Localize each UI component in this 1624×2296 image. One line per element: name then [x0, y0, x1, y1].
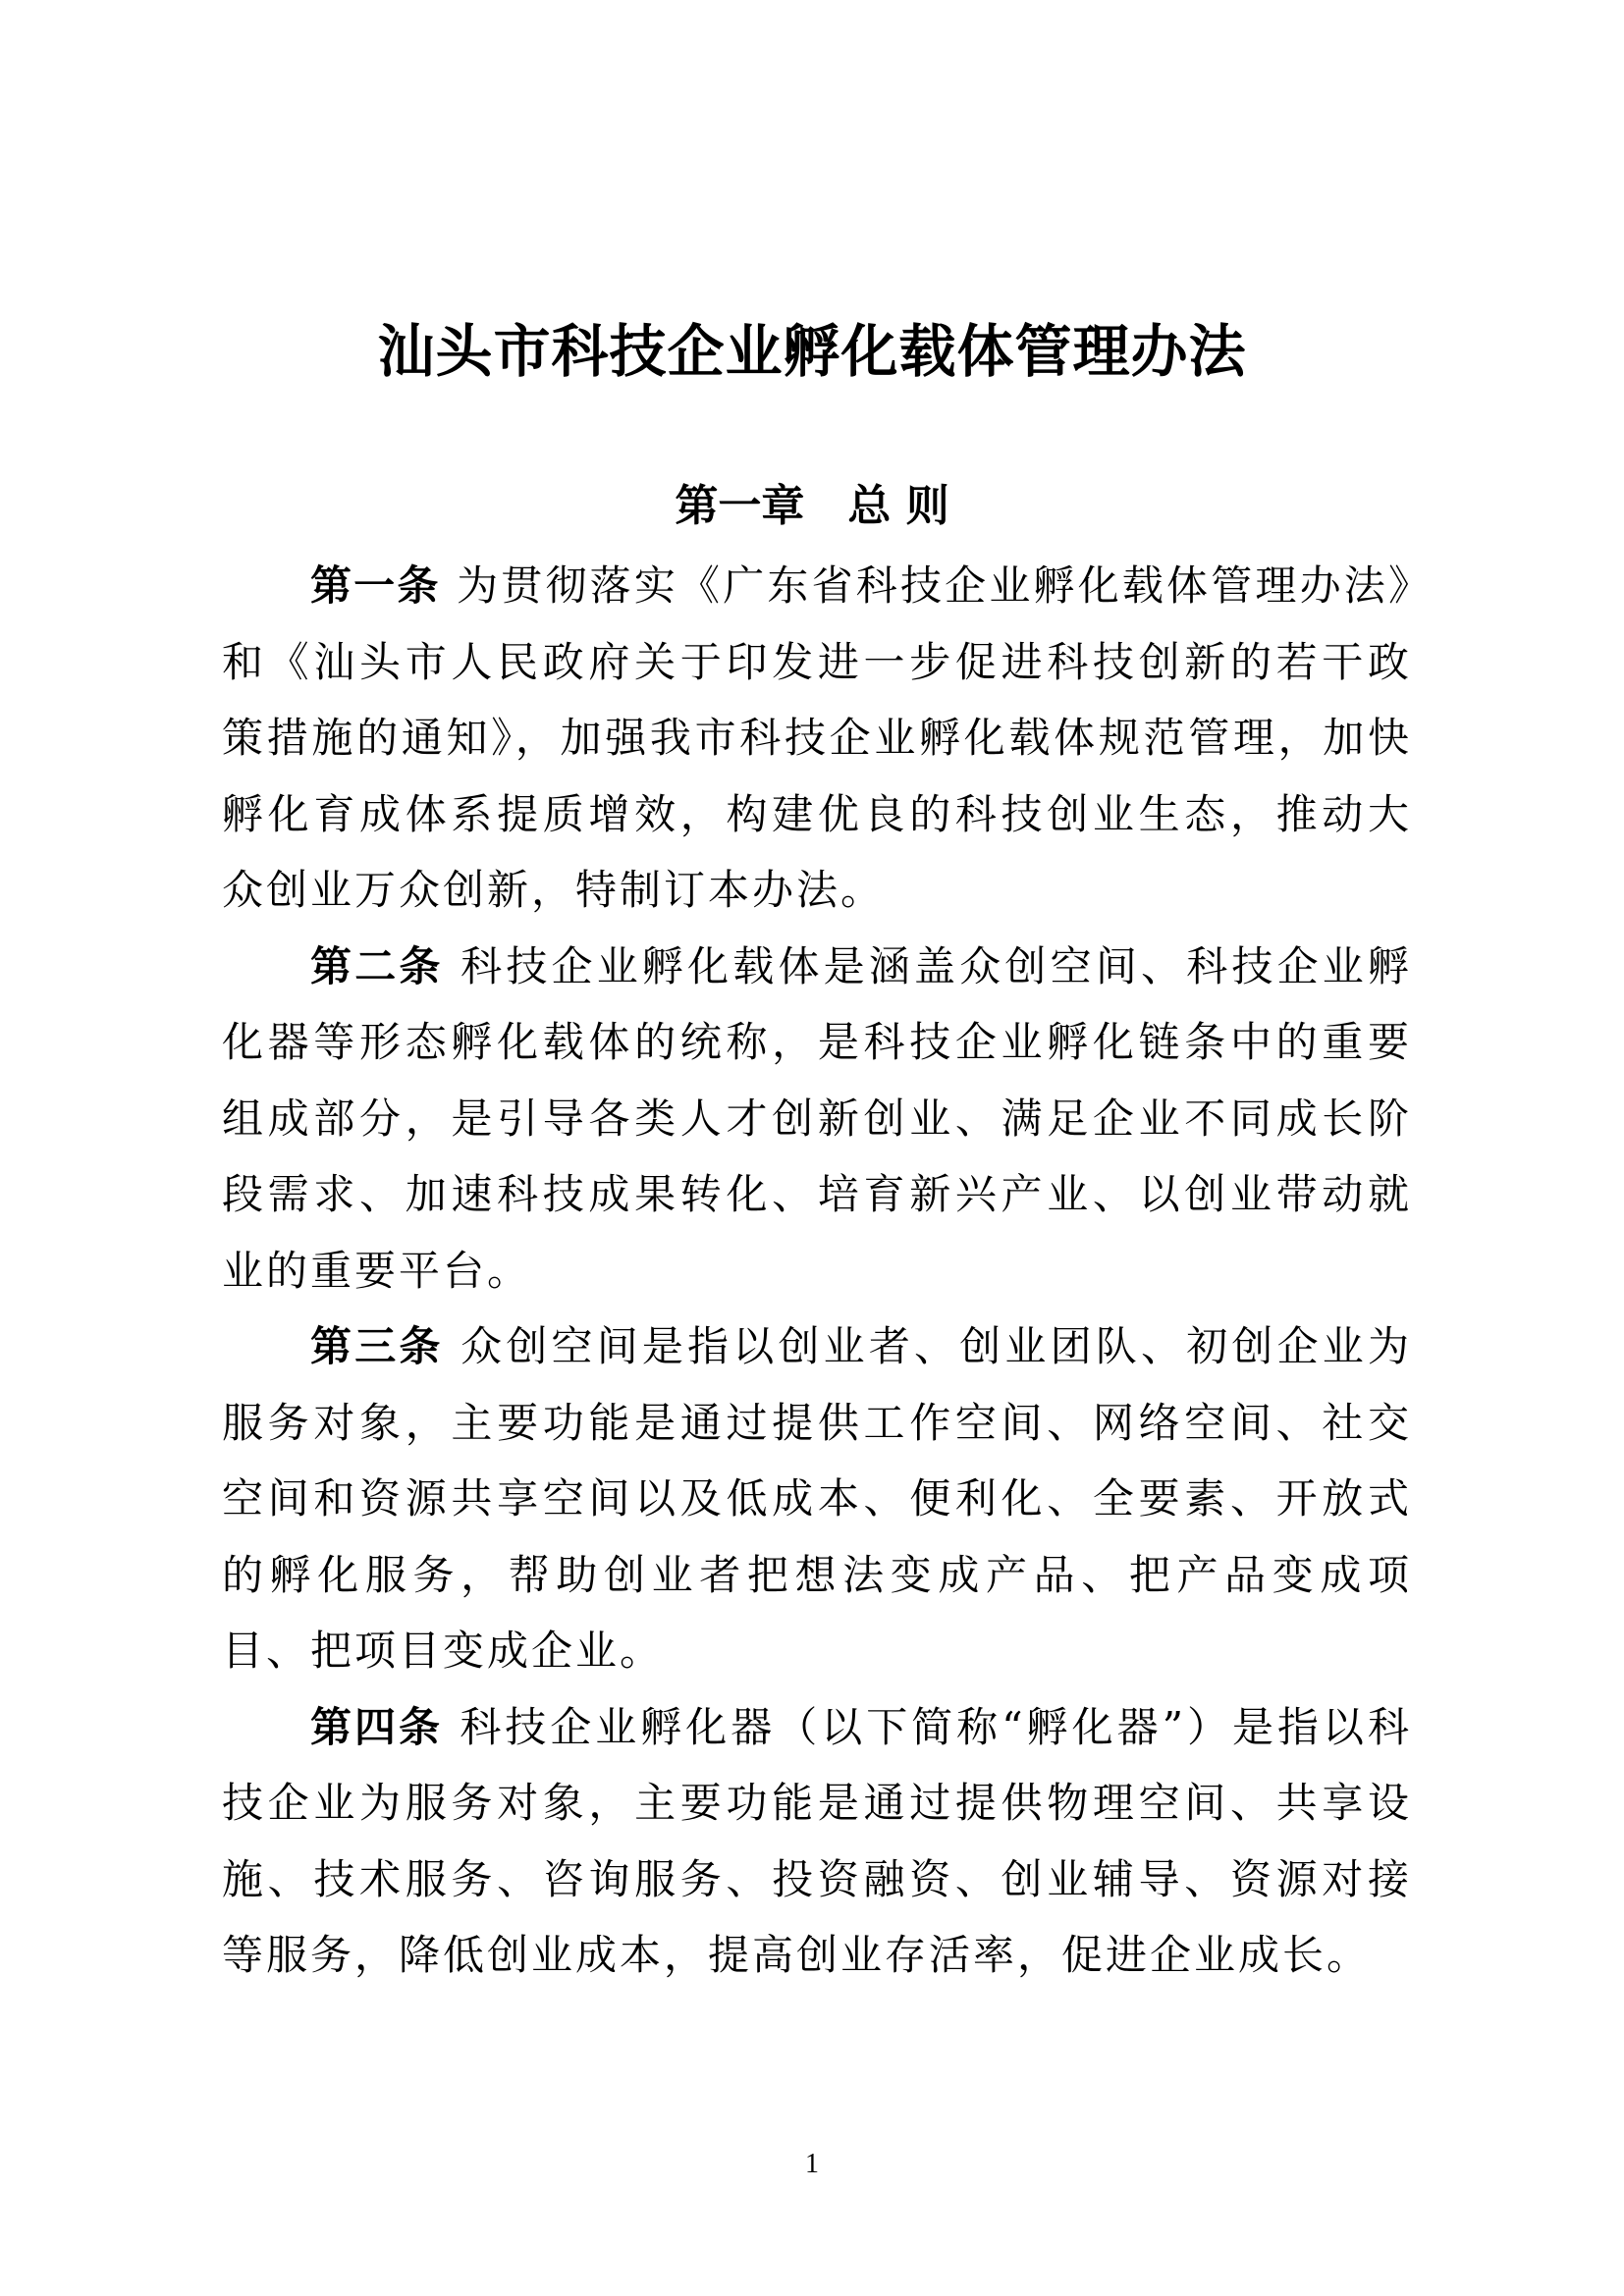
article-text: 众创空间是指以创业者、创业团队、初创企业为服务对象，主要功能是通过提供工作空间、网络空间、社交空间和资源共享空间以及低成本、便利化、全要素、开放式的孵化服务，帮助创业者把想法变成产品、把产品变成项目、把项目变成企业。 — [222, 1322, 1412, 1675]
article-3 — [222, 1308, 1412, 1689]
article-1 — [222, 548, 1412, 929]
article-text: 为贯彻落实《广东省科技企业孵化载体管理办法》和《汕头市人民政府关于印发进一步促进科技创新的若干政策措施的通知》，加强我市科技企业孵化载体规范管理，加快孵化育成体系提质增效，构建优良的科技创业生态，推动大众创业万众创新，特制订本办法。 — [222, 561, 1412, 914]
article-label: 第二条 — [310, 941, 444, 990]
article-label: 第三条 — [310, 1322, 444, 1370]
document-title: 汕头市科技企业孵化载体管理办法 — [377, 318, 1247, 385]
article-2 — [222, 929, 1412, 1309]
article-text: 科技企业孵化器（以下简称“孵化器”）是指以科技企业为服务对象，主要功能是通过提供物理空间、共享设施、技术服务、咨询服务、投资融资、创业辅导、资源对接等服务，降低创业成本，提高创业存活率，促进企业成长。 — [222, 1702, 1412, 1979]
document-body — [222, 548, 1412, 1994]
article-text: 科技企业孵化载体是涵盖众创空间、科技企业孵化器等形态孵化载体的统称，是科技企业孵化链条中的重要组成部分，是引导各类人才创新创业、满足企业不同成长阶段需求、加速科技成果转化、培育新兴产业、以创业带动就业的重要平台。 — [222, 941, 1412, 1295]
article-label: 第一条 — [310, 561, 441, 610]
page-number: 1 — [805, 2149, 819, 2179]
article-label: 第四条 — [310, 1702, 443, 1751]
chapter-heading: 第一章 总 则 — [675, 481, 949, 531]
article-4 — [222, 1689, 1412, 1994]
